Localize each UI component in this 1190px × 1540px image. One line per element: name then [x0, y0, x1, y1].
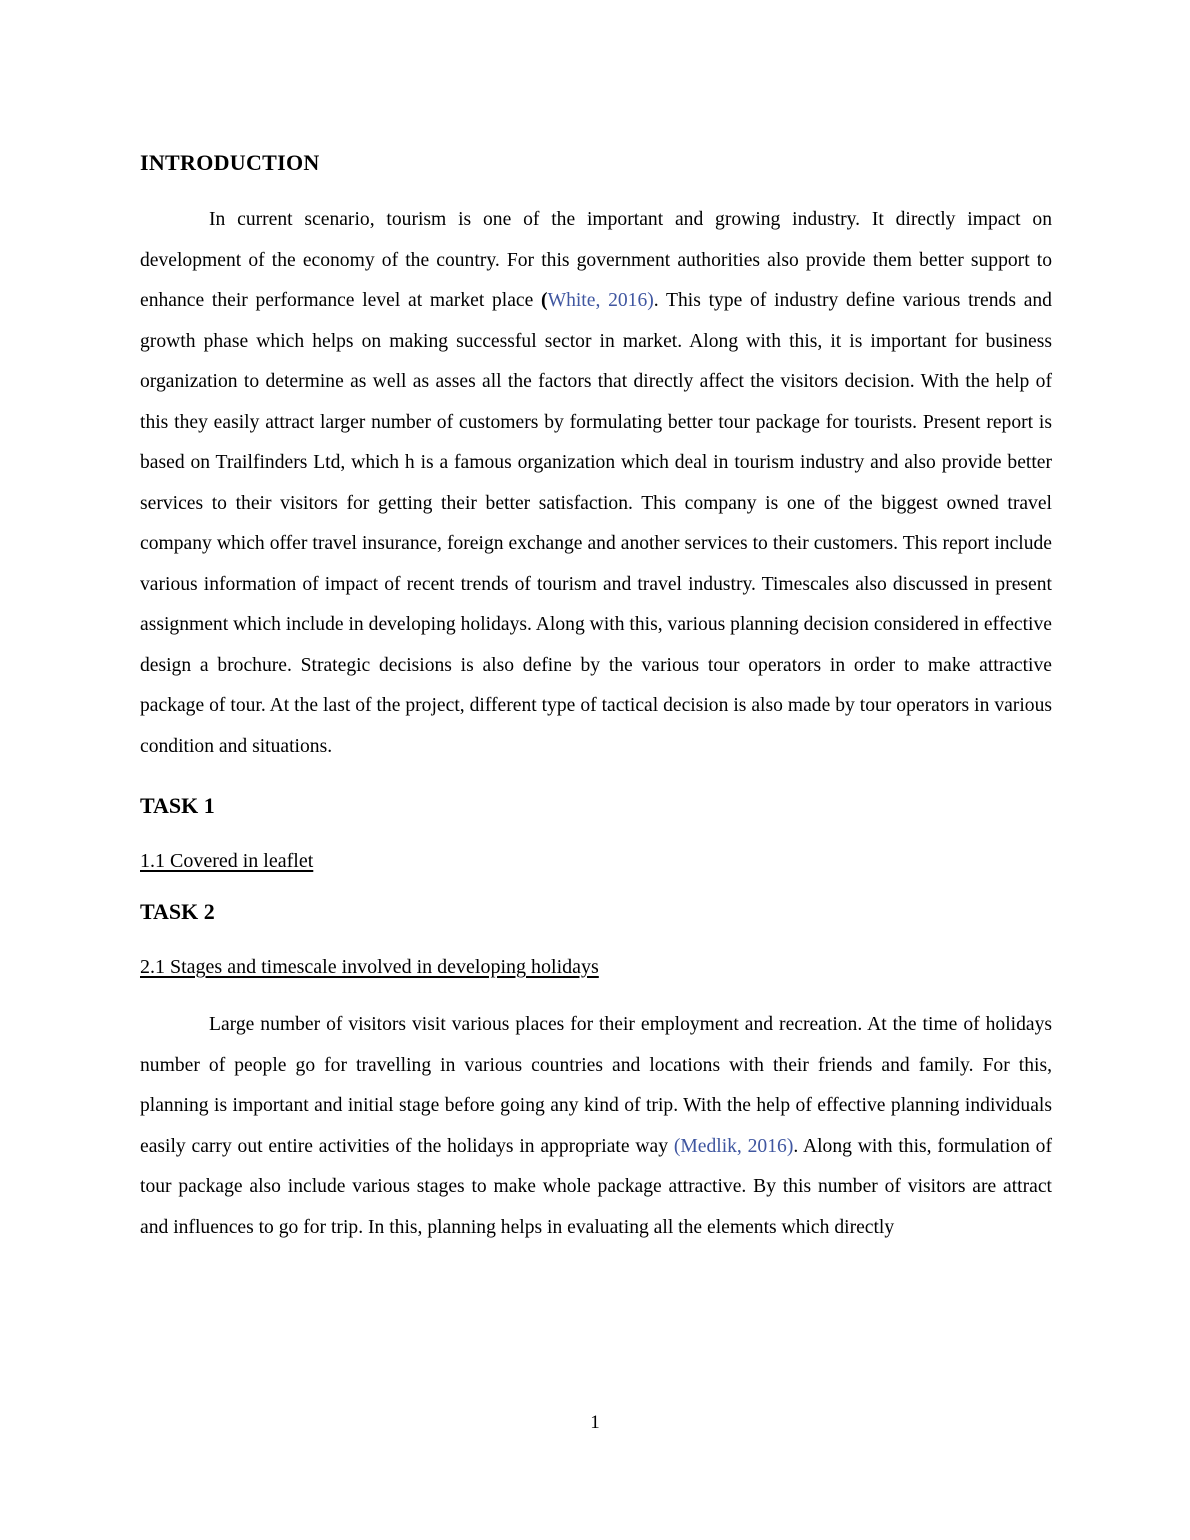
subheading-2-1-stages-timescale: 2.1 Stages and timescale involved in developing holidays — [140, 956, 599, 978]
heading-task-1: TASK 1 — [140, 793, 215, 818]
intro-paragraph-text-2: . This type of industry define various trends and growth phase which helps on making successful sector in market. Along with this, it is important for business organization to determine as well as asses all the factors that directly affect the visitors decision. With the help of this they easily attract larger number of customers by formulating better tour package for tourists. Present report is based on Trailfinders Ltd, which h is a famous organization which deal in tourism industry and also provide better services to their visitors for getting their better satisfaction. This company is one of the biggest owned travel company which offer travel insurance, foreign exchange and another services to their customers. This report include various information of impact of recent trends of tourism and travel industry. Timescales also discussed in present assignment which include in developing holidays. Along with this, various planning decision considered in effective design a brochure. Strategic decisions is also define by the various tour operators in order to make attractive package of tour. At the last of the project, different type of tactical decision is also made by tour operators in various condition and situations. — [140, 290, 1052, 757]
citation-open-paren: ( — [541, 290, 548, 311]
intro-paragraph-text-1: In current scenario, tourism is one of the important and growing industry. It directly impact on development of the economy of the country. For this government authorities also provide them better support to enhance their performance level at market place — [140, 209, 1052, 311]
subheading-1-1-covered-in-leaflet: 1.1 Covered in leaflet — [140, 850, 314, 872]
task2-paragraph-text-2: . Along with this, formulation of tour package also include various stages to make whole package attractive. By this number of visitors are attract and influences to go for trip. In this, planning helps in evaluating all the elements which directly — [140, 1135, 1052, 1238]
intro-paragraph — [140, 200, 1052, 767]
heading-task-2: TASK 2 — [140, 899, 215, 924]
citation-white-2016: White, 2016) — [547, 290, 654, 311]
document-content — [140, 150, 1052, 1248]
citation-medlik-2016: (Medlik, 2016) — [673, 1135, 794, 1157]
page-number: 1 — [590, 1412, 600, 1433]
task2-paragraph-text-1: Large number of visitors visit various places for their employment and recreation. At the time of holidays number of people go for travelling in various countries and locations with their friends and family. For this, planning is important and initial stage before going any kind of trip. With the help of effective planning individuals easily carry out entire activities of the holidays in appropriate way — [140, 1014, 1052, 1157]
heading-introduction: INTRODUCTION — [140, 150, 320, 175]
task2-paragraph — [140, 1005, 1052, 1248]
